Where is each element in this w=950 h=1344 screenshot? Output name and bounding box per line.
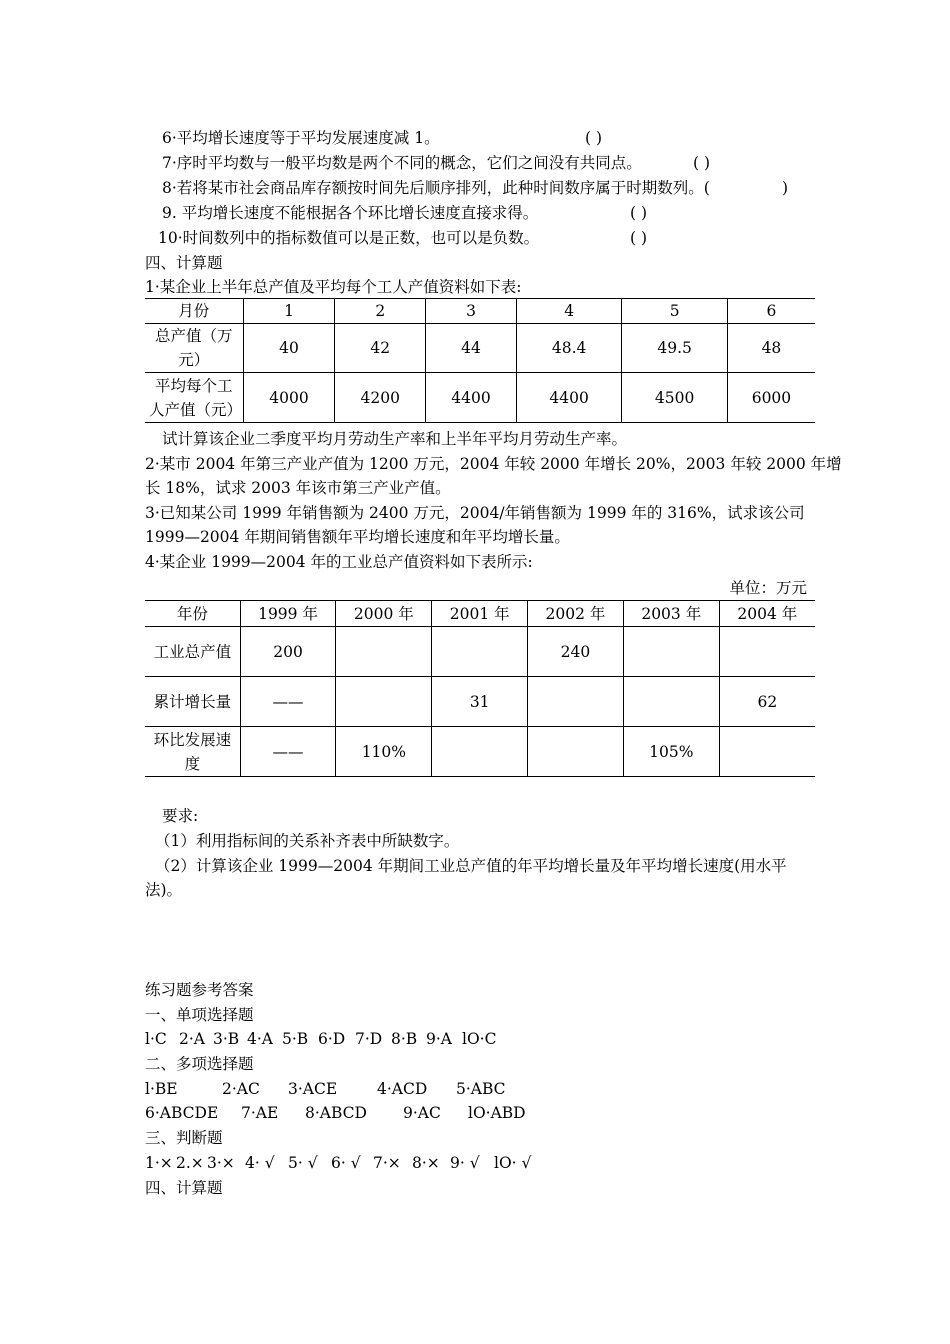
answer-paren-8: ) bbox=[782, 179, 789, 197]
item-text: 7·序时平均数与一般平均数是两个不同的概念，它们之间没有共同点。 bbox=[162, 154, 642, 172]
table-cell bbox=[432, 627, 528, 677]
answer-item: 8·ABCD bbox=[305, 1104, 367, 1122]
table-cell bbox=[528, 727, 624, 777]
table-cell: 105% bbox=[623, 727, 719, 777]
table-cell: 4000 bbox=[243, 373, 335, 423]
table-cell: 2003 年 bbox=[623, 601, 719, 627]
answer-item: 4·ACD bbox=[377, 1080, 428, 1098]
answer-item: l·C bbox=[145, 1030, 167, 1048]
answer-paren-7: ( ) bbox=[693, 154, 711, 172]
answer-item: 6·D bbox=[318, 1030, 346, 1048]
table-cell: 2 bbox=[335, 299, 426, 324]
table-cell: 6000 bbox=[727, 373, 815, 423]
table-cell: 48.4 bbox=[516, 324, 622, 373]
answer-item: 8·B bbox=[391, 1030, 418, 1048]
answer-paren-9: ( ) bbox=[630, 204, 648, 222]
table-header-row bbox=[145, 299, 815, 324]
table-cell: 4500 bbox=[622, 373, 728, 423]
answers-judgement-row bbox=[145, 1151, 531, 1175]
table-cell: 2000 年 bbox=[336, 601, 432, 627]
answers-section-single-choice: 一、单项选择题 bbox=[145, 1006, 254, 1024]
answer-item: lO· √ bbox=[494, 1154, 532, 1172]
judgement-item-10 bbox=[158, 226, 539, 250]
table-cell: 49.5 bbox=[622, 324, 728, 373]
table-row bbox=[145, 677, 815, 727]
answer-item: 9· √ bbox=[450, 1154, 480, 1172]
requirements-title: 要求: bbox=[162, 807, 199, 825]
table-cell: —— bbox=[240, 677, 336, 727]
table-cell bbox=[623, 677, 719, 727]
table-cell: 2001 年 bbox=[432, 601, 528, 627]
answer-item: 2·AC bbox=[222, 1080, 260, 1098]
table-cell: 200 bbox=[240, 627, 336, 677]
question-2-line1: 2·某市 2004 年第三产业产值为 1200 万元，2004 年较 2000 年增长 20%，2003 年较 2000 年增 bbox=[145, 455, 842, 473]
table-cell: 44 bbox=[426, 324, 517, 373]
table-cell: 40 bbox=[243, 324, 335, 373]
answers-section-calc: 四、计算题 bbox=[145, 1179, 223, 1197]
answer-item: lO·C bbox=[462, 1030, 497, 1048]
table-cell: 31 bbox=[432, 677, 528, 727]
table-cell: 5 bbox=[622, 299, 728, 324]
table-cell: 年份 bbox=[145, 601, 240, 627]
item-text: 8·若将某市社会商品库存额按时间先后顺序排列，此种时间数序属于时期数列。( bbox=[162, 179, 710, 197]
answer-item: lO·ABD bbox=[468, 1104, 526, 1122]
table-cell: 110% bbox=[336, 727, 432, 777]
answers-single-choice-row bbox=[145, 1027, 496, 1051]
table-cell bbox=[432, 727, 528, 777]
answer-item: 3·ACE bbox=[288, 1080, 338, 1098]
answer-item: l·BE bbox=[145, 1080, 178, 1098]
table-cell: —— bbox=[240, 727, 336, 777]
table-cell bbox=[719, 727, 815, 777]
table-cell: 4200 bbox=[335, 373, 426, 423]
answer-item: 3·× bbox=[207, 1154, 235, 1172]
table-unit-label: 单位：万元 bbox=[729, 579, 807, 597]
question-1-intro: 1·某企业上半年总产值及平均每个工人产值资料如下表: bbox=[145, 278, 522, 296]
answer-item: 2.× bbox=[176, 1154, 204, 1172]
table-cell: 6 bbox=[727, 299, 815, 324]
question-2-line2: 长 18%，试求 2003 年该市第三产业产值。 bbox=[145, 479, 451, 497]
table-monthly-output bbox=[145, 298, 815, 423]
answer-item: 6· √ bbox=[331, 1154, 361, 1172]
answers-multiple-choice-row-2 bbox=[145, 1101, 526, 1125]
table-cell: 48 bbox=[727, 324, 815, 373]
table-row bbox=[145, 627, 815, 677]
table-cell bbox=[719, 627, 815, 677]
table-industrial-output bbox=[145, 600, 815, 777]
table-cell: 3 bbox=[426, 299, 517, 324]
item-text: 9. 平均增长速度不能根据各个环比增长速度直接求得。 bbox=[162, 204, 539, 222]
table-cell: 240 bbox=[528, 627, 624, 677]
answer-item: 1·× bbox=[145, 1154, 173, 1172]
answer-item: 6·ABCDE bbox=[145, 1104, 219, 1122]
answer-item: 7·AE bbox=[241, 1104, 279, 1122]
answer-item: 5·ABC bbox=[456, 1080, 506, 1098]
question-3-line2: 1999—2004 年期间销售额年平均增长速度和年平均增长量。 bbox=[145, 528, 570, 546]
judgement-item-8 bbox=[162, 176, 710, 200]
answer-item: 4·A bbox=[247, 1030, 273, 1048]
judgement-item-7 bbox=[162, 151, 642, 175]
answer-item: 3·B bbox=[213, 1030, 240, 1048]
judgement-item-6 bbox=[162, 126, 440, 150]
question-1-task: 试计算该企业二季度平均月劳动生产率和上半年平均月劳动生产率。 bbox=[162, 430, 628, 448]
judgement-item-9 bbox=[162, 201, 538, 225]
answer-item: 5· √ bbox=[288, 1154, 318, 1172]
requirement-1: （1）利用指标间的关系补齐表中所缺数字。 bbox=[155, 832, 460, 850]
item-text: 10·时间数列中的指标数值可以是正数，也可以是负数。 bbox=[158, 229, 540, 247]
table-cell: 42 bbox=[335, 324, 426, 373]
table-cell: 1 bbox=[243, 299, 335, 324]
answers-title: 练习题参考答案 bbox=[145, 981, 254, 999]
answers-section-judgement: 三、判断题 bbox=[145, 1129, 223, 1147]
table-cell: 工业总产值 bbox=[145, 627, 240, 677]
table-header-row bbox=[145, 601, 815, 627]
table-cell bbox=[528, 677, 624, 727]
section-title-calc: 四、计算题 bbox=[145, 254, 223, 272]
table-cell: 累计增长量 bbox=[145, 677, 240, 727]
answer-item: 5·B bbox=[282, 1030, 309, 1048]
table-cell: 4 bbox=[516, 299, 622, 324]
question-3-line1: 3·已知某公司 1999 年销售额为 2400 万元，2004/年销售额为 1999 年的 316%，试求该公司 bbox=[145, 504, 805, 522]
table-cell: 4400 bbox=[516, 373, 622, 423]
table-cell: 环比发展速度 bbox=[145, 727, 240, 777]
answer-item: 9·AC bbox=[403, 1104, 441, 1122]
requirement-2-line2: 法)。 bbox=[145, 881, 183, 899]
table-cell: 4400 bbox=[426, 373, 517, 423]
answer-item: 9·A bbox=[426, 1030, 452, 1048]
table-cell: 1999 年 bbox=[240, 601, 336, 627]
table-cell bbox=[623, 627, 719, 677]
answer-item: 2·A bbox=[179, 1030, 205, 1048]
answer-paren-6: ( ) bbox=[585, 129, 603, 147]
table-row bbox=[145, 727, 815, 777]
table-row bbox=[145, 373, 815, 423]
table-cell: 月份 bbox=[145, 299, 243, 324]
requirement-2-line1: （2）计算该企业 1999—2004 年期间工业总产值的年平均增长量及年平均增长速度(用水平 bbox=[155, 857, 787, 875]
table-cell: 总产值（万元） bbox=[145, 324, 243, 373]
question-4-intro: 4·某企业 1999—2004 年的工业总产值资料如下表所示: bbox=[145, 553, 533, 571]
table-row bbox=[145, 324, 815, 373]
answer-item: 7·× bbox=[373, 1154, 401, 1172]
answer-item: 7·D bbox=[355, 1030, 383, 1048]
item-text: 6·平均增长速度等于平均发展速度减 1。 bbox=[162, 129, 440, 147]
answer-item: 4· √ bbox=[245, 1154, 275, 1172]
answer-paren-10: ( ) bbox=[630, 229, 648, 247]
answers-section-multiple-choice: 二、多项选择题 bbox=[145, 1055, 254, 1073]
table-cell: 2002 年 bbox=[528, 601, 624, 627]
table-cell bbox=[336, 677, 432, 727]
table-cell: 62 bbox=[719, 677, 815, 727]
table-cell: 平均每个工人产值（元） bbox=[145, 373, 243, 423]
table-cell: 2004 年 bbox=[719, 601, 815, 627]
answer-item: 8·× bbox=[412, 1154, 440, 1172]
answers-multiple-choice-row-1 bbox=[145, 1077, 506, 1101]
table-cell bbox=[336, 627, 432, 677]
